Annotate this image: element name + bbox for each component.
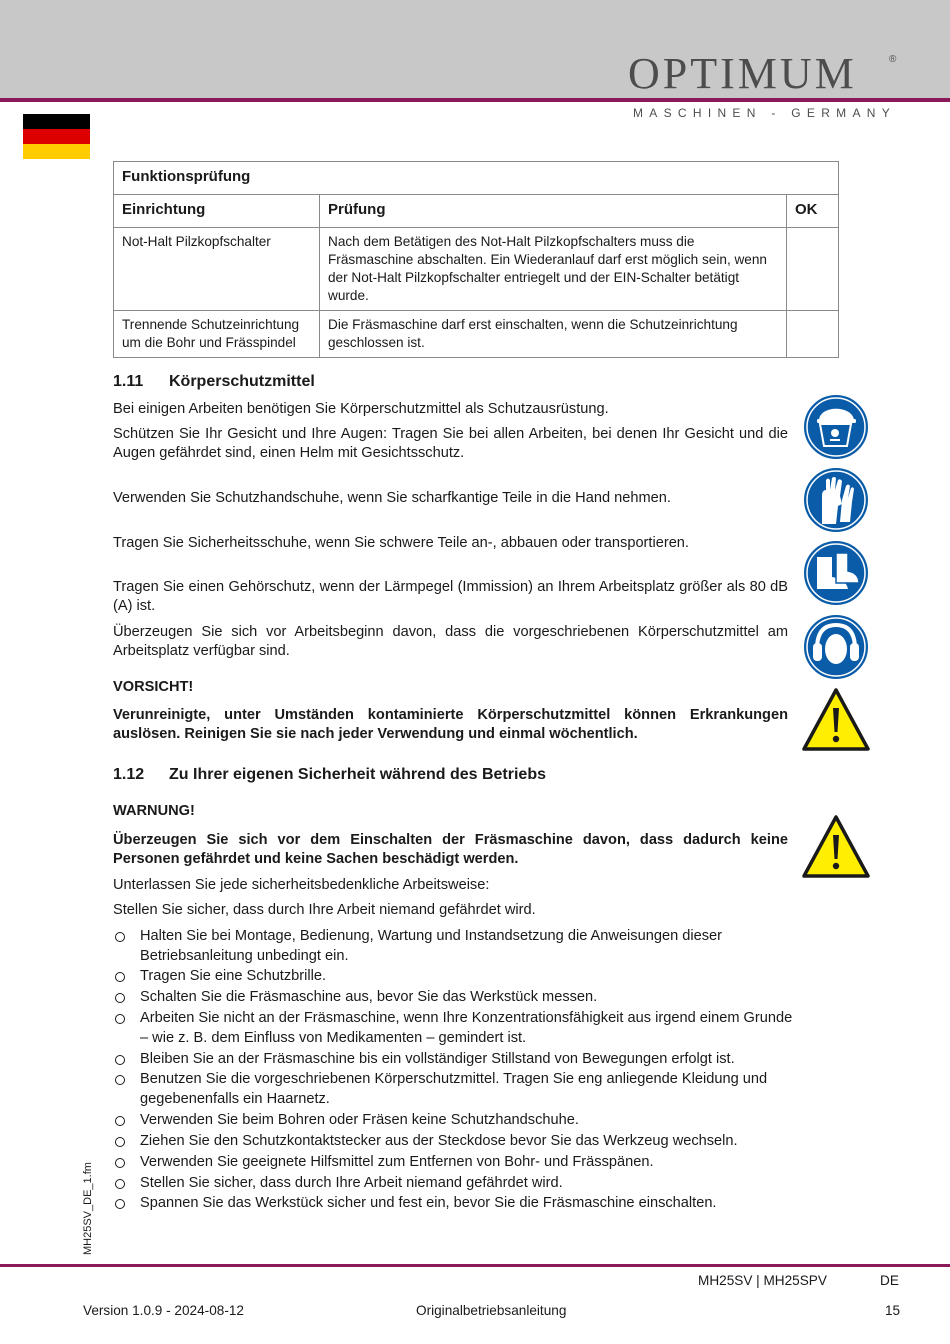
list-item [113, 927, 793, 966]
list-item-text: Benutzen Sie die vorgeschriebenen Körperschutzmittel. Tragen Sie eng anliegende Kleidung und gegebenenfalls ein Haarnetz. [140, 1071, 768, 1107]
table-cell-ok [787, 311, 839, 358]
section-heading [113, 373, 315, 391]
table-cell-ok [787, 228, 839, 311]
warning-text: Überzeugen Sie sich vor dem Einschalten der Fräsmaschine davon, dass dadurch keine Personen gefährdet und keine Sachen beschädigt werden. [113, 832, 788, 867]
footer-model: MH25SV | MH25SPV [698, 1273, 827, 1288]
bullet-icon [115, 993, 125, 1003]
table-row [114, 311, 839, 358]
paragraph: Verwenden Sie Schutzhandschuhe, wenn Sie scharfkantige Teile in die Hand nehmen. [113, 490, 671, 506]
bullet-icon [115, 1075, 125, 1085]
section-title: Zu Ihrer eigenen Sicherheit während des Betriebs [169, 766, 546, 783]
section-number: 1.11 [113, 373, 144, 390]
caution-label: VORSICHT! [113, 679, 194, 695]
safety-boots-icon [802, 539, 870, 607]
paragraph: Tragen Sie einen Gehörschutz, wenn der Lärmpegel (Immission) an Ihrem Arbeitsplatz größer als 80 dB (A) ist. [113, 579, 788, 614]
table-cell-device: Trennende Schutzeinrichtung um die Bohr und Frässpindel [114, 311, 320, 358]
list-item-text: Arbeiten Sie nicht an der Fräsmaschine, wenn Ihre Konzentrationsfähigkeit aus irgend einem Grunde – wie z. B. dem Einfluss von Medikamenten – gemindert ist. [140, 1010, 793, 1046]
section-title: Körperschutzmittel [169, 373, 315, 390]
table-cell-device: Not-Halt Pilzkopfschalter [114, 228, 320, 311]
list-item-text: Verwenden Sie geeignete Hilfsmittel zum Entfernen von Bohr- und Frässpänen. [140, 1153, 654, 1170]
list-item [113, 1194, 793, 1214]
list-item [113, 1009, 793, 1048]
german-flag-icon [23, 114, 90, 159]
list-item [113, 988, 793, 1008]
ear-protection-icon [802, 613, 870, 681]
list-item [113, 1111, 793, 1131]
list-item-text: Verwenden Sie beim Bohren oder Fräsen keine Schutzhandschuhe. [140, 1111, 579, 1128]
paragraph: Überzeugen Sie sich vor Arbeitsbeginn davon, dass die vorgeschriebenen Körperschutzmittel am Arbeitsplatz verfügbar sind. [113, 624, 788, 659]
list-item-text: Stellen Sie sicher, dass durch Ihre Arbeit niemand gefährdet wird. [140, 1174, 563, 1191]
bullet-icon [115, 1014, 125, 1024]
column-header-device: Einrichtung [114, 195, 320, 228]
list-item-text: Schalten Sie die Fräsmaschine aus, bevor Sie das Werkstück messen. [140, 989, 598, 1006]
column-header-check: Prüfung [320, 195, 787, 228]
list-item [113, 1070, 793, 1109]
gloves-icon [802, 466, 870, 534]
list-item-text: Halten Sie bei Montage, Bedienung, Wartung und Instandsetzung die Anweisungen dieser Betriebsanleitung unbedingt ein. [140, 928, 722, 964]
table-title: Funktionsprüfung [114, 162, 839, 195]
warning-label: WARNUNG! [113, 803, 195, 819]
list-item [113, 1153, 793, 1173]
function-test-table [113, 161, 839, 358]
list-item-text: Bleiben Sie an der Fräsmaschine bis ein vollständiger Stillstand von Bewegungen erfolgt ist. [140, 1050, 735, 1067]
list-item-text: Spannen Sie das Werkstück sicher und fest ein, bevor Sie die Fräsmaschine einschalten. [140, 1195, 717, 1212]
file-name-label: MH25SV_DE_1.fm [82, 1162, 94, 1255]
page-number: 15 [885, 1303, 901, 1318]
footer-divider [0, 1264, 950, 1267]
header-divider [0, 98, 950, 102]
bullet-icon [115, 932, 125, 942]
list-item-text: Ziehen Sie den Schutzkontaktstecker aus der Steckdose bevor Sie das Werkzeug wechseln. [140, 1132, 738, 1149]
bullet-icon [115, 1137, 125, 1147]
table-cell-check: Nach dem Betätigen des Not-Halt Pilzkopfschalters muss die Fräsmaschine abschalten. Ein Wiederanlauf darf erst möglich sein, wenn der Not-Halt Pilzkopfschalter entriegelt und der EIN-Schalter betätigt wurde. [320, 228, 787, 311]
list-item [113, 1174, 793, 1194]
list-item [113, 1132, 793, 1152]
list-item [113, 967, 793, 987]
footer-doc-type: Originalbetriebsanleitung [416, 1303, 567, 1318]
footer-language: DE [880, 1273, 899, 1288]
paragraph: Schützen Sie Ihr Gesicht und Ihre Augen: Tragen Sie bei allen Arbeiten, bei denen Ihr Gesicht und die Augen gefährdet sind, einen Helm mit Gesichtsschutz. [113, 426, 788, 461]
bullet-icon [115, 1199, 125, 1209]
bullet-icon [115, 1116, 125, 1126]
section-number: 1.12 [113, 766, 145, 783]
face-shield-icon [802, 393, 870, 461]
caution-triangle-icon [802, 686, 870, 754]
list-item-text: Tragen Sie eine Schutzbrille. [140, 968, 327, 985]
bullet-icon [115, 1179, 125, 1189]
brand-logo: OPTIMUM [628, 49, 857, 98]
warning-triangle-icon [802, 813, 870, 881]
paragraph: Unterlassen Sie jede sicherheitsbedenkliche Arbeitsweise: [113, 877, 490, 893]
safety-bullet-list [113, 927, 793, 1215]
bullet-icon [115, 972, 125, 982]
bullet-icon [115, 1158, 125, 1168]
bullet-icon [115, 1055, 125, 1065]
column-header-ok: OK [787, 195, 839, 228]
list-item [113, 1050, 793, 1070]
paragraph: Stellen Sie sicher, dass durch Ihre Arbeit niemand gefährdet wird. [113, 902, 536, 918]
table-row [114, 228, 839, 311]
paragraph: Bei einigen Arbeiten benötigen Sie Körperschutzmittel als Schutzausrüstung. [113, 401, 609, 417]
brand-subtitle: MASCHINEN - GERMANY [633, 106, 897, 120]
registered-mark: ® [889, 54, 897, 65]
footer-version: Version 1.0.9 - 2024-08-12 [83, 1303, 244, 1318]
paragraph: Tragen Sie Sicherheitsschuhe, wenn Sie schwere Teile an-, abbauen oder transportieren. [113, 535, 689, 551]
caution-text: Verunreinigte, unter Umständen kontaminierte Körperschutzmittel können Erkrankungen auslösen. Reinigen Sie sie nach jeder Verwendung und einmal wöchentlich. [113, 707, 788, 742]
table-cell-check: Die Fräsmaschine darf erst einschalten, wenn die Schutzeinrichtung geschlossen ist. [320, 311, 787, 358]
section-heading [113, 766, 546, 784]
